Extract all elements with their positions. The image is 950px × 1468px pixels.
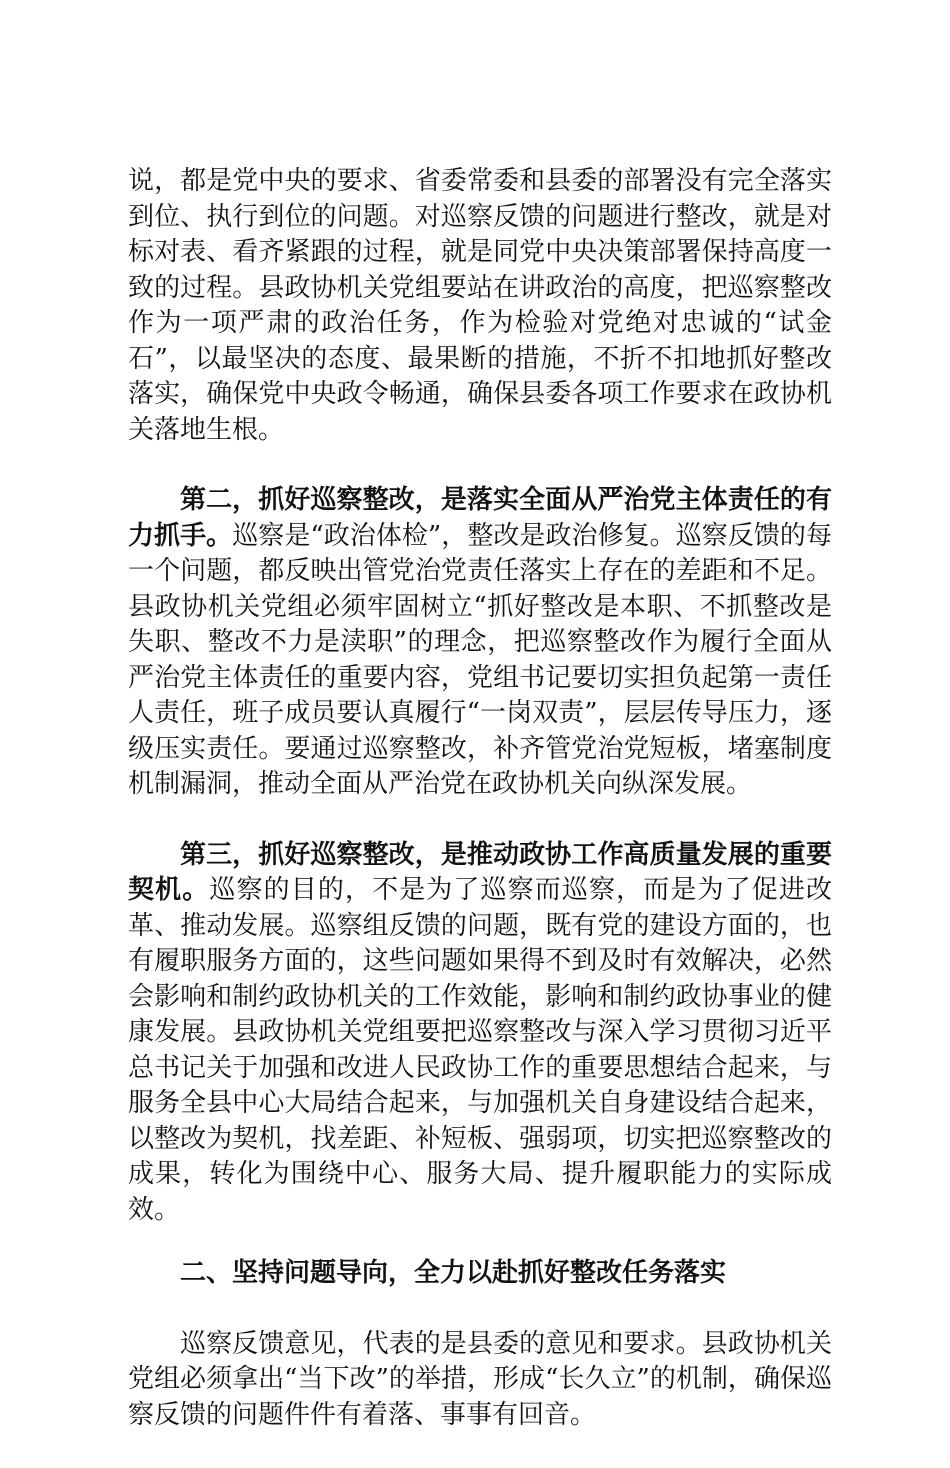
paragraph-text: 巡察的目的，不是为了巡察而巡察，而是为了促进改革、推动发展。巡察组反馈的问题，既有党的建设方面的，也有履职服务方面的，这些问题如果得不到及时有效解决，必然会影响和制约政协机关的工作效能，影响和制约政协事业的健康发展。县政协机关党组要把巡察整改与深入学习贯彻习近平总书记关于加强和改进人民政协工作的重要思想结合起来，与服务全县中心大局结合起来，与加强机关自身建设结合起来，以整改为契机，找差距、补短板、强弱项，切实把巡察整改的成果，转化为围绕中心、服务大局、提升履职能力的实际成效。 (128, 875, 832, 1225)
document-body (128, 164, 832, 1468)
paragraph-text: 巡察是“政治体检”，整改是政治修复。巡察反馈的每一个问题，都反映出管党治党责任落实上存在的差距和不足。县政协机关党组必须牢固树立“抓好整改是本职、不抓整改是失职、整改不力是渎职”的理念，把巡察整改作为履行全面从严治党主体责任的重要内容，党组书记要切实担负起第一责任人责任，班子成员要认真履行“一岗双责”，层层传导压力，逐级压实责任。要通过巡察整改，补齐管党治党短板，堵塞制度机制漏洞，推动全面从严治党在政协机关向纵深发展。 (128, 520, 832, 799)
paragraph-lead-sentence: 第二，抓好巡察整改，是落实全面从严治党主体责任的有力抓手。 (128, 485, 832, 551)
section-heading: 二、坚持问题导向，全力以赴抓好整改任务落实 (180, 1258, 727, 1288)
paragraph-section-intro (128, 1327, 832, 1434)
paragraph-continued (128, 164, 832, 448)
paragraph-second-point (128, 483, 832, 803)
paragraph-text: 巡察反馈意见，代表的是县委的意见和要求。县政协机关党组必须拿出“当下改”的举措，形成“长久立”的机制，确保巡察反馈的问题件件有着落、事事有回音。 (128, 1328, 832, 1430)
paragraph-third-point (128, 838, 832, 1229)
paragraph-text: 说，都是党中央的要求、省委常委和县委的部署没有完全落实到位、执行到位的问题。对巡察反馈的问题进行整改，就是对标对表、看齐紧跟的过程，就是同党中央决策部署保持高度一致的过程。县政协机关党组要站在讲政治的高度，把巡察整改作为一项严肃的政治任务，作为检验对党绝对忠诚的“试金石”，以最坚决的态度、最果断的措施，不折不扣地抓好整改落实，确保党中央政令畅通，确保县委各项工作要求在政协机关落地生根。 (128, 166, 832, 445)
paragraph-lead-sentence: 第三，抓好巡察整改，是推动政协工作高质量发展的重要契机。 (128, 839, 832, 905)
